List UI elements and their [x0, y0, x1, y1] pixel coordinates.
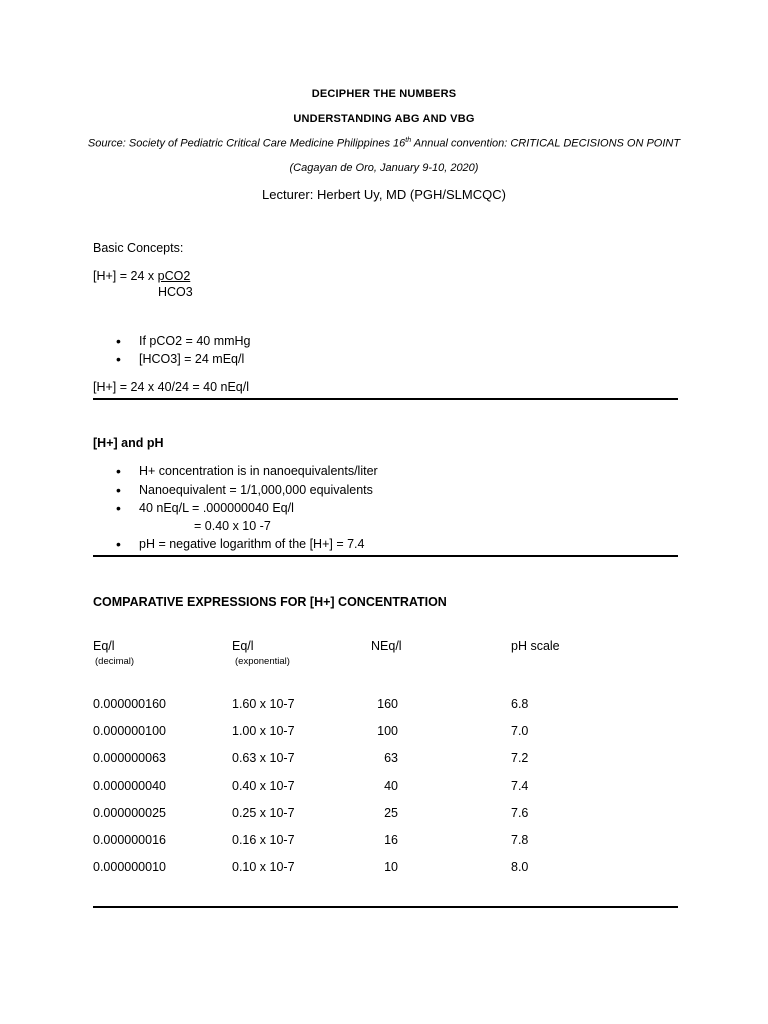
hph-heading: [H+] and pH — [93, 436, 164, 450]
table-cell: 0.63 x 10-7 — [232, 751, 295, 766]
table-cell: 7.2 — [511, 751, 529, 766]
table-cell: 25 — [384, 805, 398, 820]
table-cell: 7.4 — [511, 778, 529, 793]
table-cell: 7.0 — [511, 724, 529, 739]
page-title: DECIPHER THE NUMBERS — [311, 88, 457, 100]
formula-left: [H+] = 24 x — [93, 269, 158, 283]
hph-bullet-2: Nanoequivalent = 1/1,000,000 equivalents — [139, 483, 373, 497]
page-subtitle: UNDERSTANDING ABG AND VBG — [293, 113, 475, 125]
bullet-dot: • — [116, 333, 121, 349]
place-date: (Cagayan de Oro, January 9-10, 2020) — [289, 162, 479, 174]
table-cell: 0.000000160 — [93, 697, 166, 711]
col-header-neq: NEq/l — [371, 639, 402, 653]
source-text-pre: Source: Society of Pediatric Critical Care Medicine Philippines 16 — [87, 137, 406, 150]
divider — [93, 555, 678, 557]
basic-result: [H+] = 24 x 40/24 = 40 nEq/l — [93, 380, 250, 394]
table-cell: 1.00 x 10-7 — [232, 724, 295, 739]
bullet-dot: • — [116, 536, 121, 552]
table-cell: 100 — [377, 724, 398, 739]
table-cell: 0.25 x 10-7 — [232, 805, 295, 820]
source-superscript: th — [405, 137, 412, 144]
col-subheader-exponential: (exponential) — [235, 656, 290, 667]
formula-numerator: pCO2 — [157, 269, 191, 283]
lecturer: Lecturer: Herbert Uy, MD (PGH/SLMCQC) — [262, 187, 506, 202]
source-line — [0, 137, 768, 150]
table-cell: 16 — [384, 833, 398, 847]
basic-bullet-2: [HCO3] = 24 mEq/l — [139, 352, 245, 366]
table-cell: 7.6 — [511, 805, 529, 820]
hph-continuation: = 0.40 x 10 -7 — [194, 519, 271, 533]
divider — [93, 906, 678, 908]
table-cell: 40 — [384, 778, 398, 793]
table-cell: 0.000000100 — [93, 724, 166, 739]
table-cell: 10 — [384, 860, 398, 875]
table-cell: 0.000000040 — [93, 778, 166, 793]
bullet-dot: • — [116, 463, 121, 479]
basic-bullet-1: If pCO2 = 40 mmHg — [139, 334, 251, 348]
divider — [93, 398, 678, 400]
bullet-dot: • — [116, 351, 121, 367]
table-cell: 0.000000016 — [93, 833, 166, 847]
col-subheader-decimal: (decimal) — [95, 656, 135, 667]
table-cell: 0.16 x 10-7 — [232, 833, 295, 847]
table-title: COMPARATIVE EXPRESSIONS FOR [H+] CONCENTRATION — [93, 595, 447, 609]
table-cell: 0.000000010 — [93, 860, 166, 875]
table-cell: 63 — [384, 751, 398, 766]
table-cell: 160 — [377, 697, 398, 711]
table-cell: 1.60 x 10-7 — [232, 697, 295, 711]
table-cell: 7.8 — [511, 833, 529, 847]
table-cell: 8.0 — [511, 860, 529, 875]
hph-bullet-1: H+ concentration is in nanoequivalents/liter — [139, 464, 378, 478]
source-text-post: Annual convention: CRITICAL DECISIONS ON POINT — [411, 137, 681, 150]
table-cell: 6.8 — [511, 697, 529, 711]
hph-bullet-4: pH = negative logarithm of the [H+] = 7.4 — [139, 537, 365, 551]
bullet-dot: • — [116, 500, 121, 516]
hph-bullet-3: 40 nEq/L = .000000040 Eq/l — [139, 501, 294, 515]
table-cell: 0.000000025 — [93, 805, 166, 820]
bullet-dot: • — [116, 482, 121, 498]
col-header-ph: pH scale — [511, 639, 560, 653]
formula-denominator: HCO3 — [158, 285, 193, 299]
table-cell: 0.10 x 10-7 — [232, 860, 295, 875]
formula — [93, 269, 190, 283]
col-header-exponential: Eq/l — [232, 639, 254, 653]
col-header-decimal: Eq/l — [93, 639, 115, 653]
table-cell: 0.40 x 10-7 — [232, 778, 295, 793]
basic-concepts-heading: Basic Concepts: — [93, 241, 184, 255]
table-cell: 0.000000063 — [93, 751, 166, 766]
